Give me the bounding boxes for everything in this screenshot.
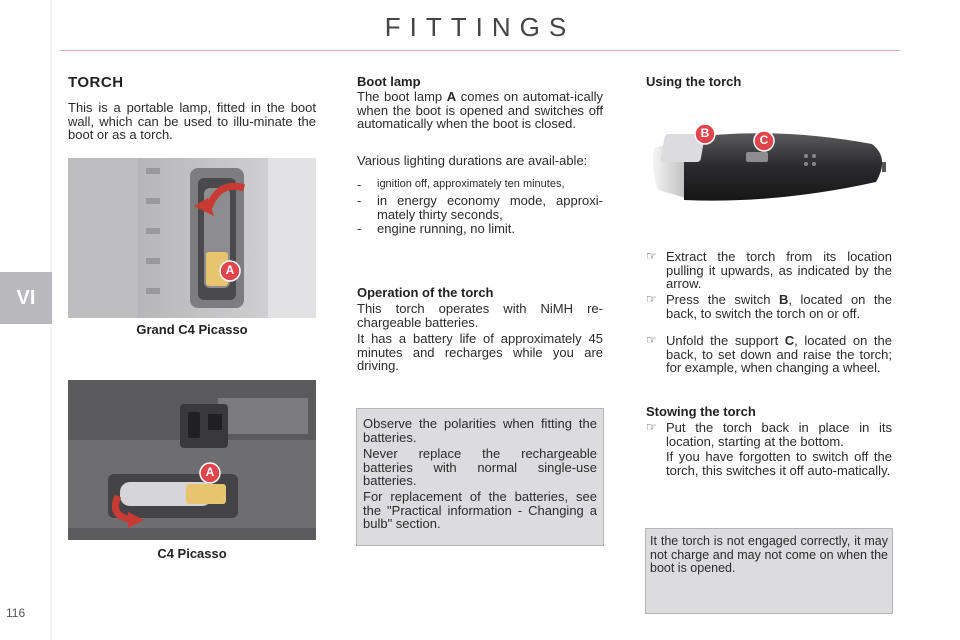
duration-item (357, 222, 603, 236)
stowing-step-text: Put the torch back in place in its location, starting at the bottom. (666, 420, 892, 449)
boot-lamp-p1-b: comes on automat-ically when the boot is opened and switches off automatically when the boot is closed. (357, 89, 604, 131)
step-text-bold: C (784, 333, 795, 348)
title-divider (60, 50, 900, 51)
duration-text: ignition off, approximately ten minutes, (377, 178, 565, 190)
step-text (666, 334, 892, 375)
note-p3: For replacement of the batteries, see the "Practical information - Changing a bulb" section. (363, 489, 597, 531)
label-b-text: B (700, 126, 710, 140)
step-text-b: , located on the back, to set down and raise the torch; for example, when changing a wheel. (666, 333, 892, 375)
stowing-extra: If you have forgotten to switch off the torch, this switches it off auto-matically. (666, 449, 892, 478)
duration-text: in energy economy mode, approxi-mately thirty seconds, (377, 193, 603, 222)
hand-icon: ☞ (646, 249, 657, 263)
step-text (666, 293, 892, 320)
step-item (646, 250, 892, 292)
label-a-text: A (225, 263, 235, 277)
note-p1: Observe the polarities when fitting the batteries. (363, 416, 597, 445)
duration-text: engine running, no limit. (377, 221, 516, 236)
step-text-a: Unfold the support (666, 333, 785, 348)
step-text-a: Press the switch (666, 292, 779, 307)
stowing-heading: Stowing the torch (646, 404, 756, 419)
dash-marker: - (357, 221, 362, 236)
operation-p1: This torch operates with NiMH re-chargeable batteries. (357, 301, 603, 330)
battery-note-box (356, 408, 604, 546)
hand-icon: ☞ (646, 292, 657, 306)
note-p2: Never replace the rechargeable batteries with normal single-use batteries. (363, 446, 597, 488)
caption-c4: C4 Picasso (157, 546, 227, 561)
step-text-bold: B (778, 292, 789, 307)
torch-illustration (646, 118, 892, 208)
boot-lamp-p1 (357, 90, 603, 131)
torch-heading: TORCH (68, 74, 124, 91)
chapter-tab: VI (0, 272, 52, 324)
boot-lamp-illustration-2 (68, 380, 316, 540)
boot-lamp-p1-bold: A (446, 89, 457, 104)
step-text (666, 250, 892, 291)
label-a2-text: A (205, 465, 215, 479)
operation-p2: It has a battery life of approximately 45 minutes and recharges while you are driving. (357, 331, 603, 373)
boot-lamp-illustration-1 (68, 158, 316, 318)
engagement-note-box (645, 528, 893, 614)
boot-lamp-p1-a: The boot lamp (357, 89, 447, 104)
step-item (646, 334, 892, 390)
duration-item (357, 194, 603, 222)
caption-grand-c4: Grand C4 Picasso (136, 322, 248, 337)
label-c-text: C (759, 133, 769, 147)
step-text-b: , located on the back, to switch the torch on or off. (666, 292, 892, 321)
boot-lamp-photo-c4 (68, 380, 316, 540)
hand-icon: ☞ (646, 420, 657, 434)
step-text-a: Extract the torch from its location pulling it upwards, as indicated by the arrow. (666, 249, 892, 291)
boot-lamp-photo-grand-c4 (68, 158, 316, 318)
hand-icon: ☞ (646, 333, 657, 347)
page-title: FITTINGS (384, 12, 576, 42)
engagement-note-text: It the torch is not engaged correctly, it may not charge and may not come on when the boot is opened. (650, 534, 888, 575)
using-heading: Using the torch (646, 74, 742, 89)
torch-intro: This is a portable lamp, fitted in the boot wall, which can be used to illu-minate the boot or as a torch. (68, 100, 316, 142)
operation-heading: Operation of the torch (357, 285, 494, 300)
boot-lamp-p2: Various lighting durations are avail-able: (357, 153, 588, 168)
boot-lamp-heading: Boot lamp (357, 74, 421, 89)
dash-marker: - (357, 193, 362, 208)
step-item (646, 293, 892, 335)
duration-item (357, 178, 603, 192)
dash-marker: - (357, 177, 362, 192)
stowing-step (646, 421, 892, 449)
page-number: 116 (6, 606, 26, 620)
